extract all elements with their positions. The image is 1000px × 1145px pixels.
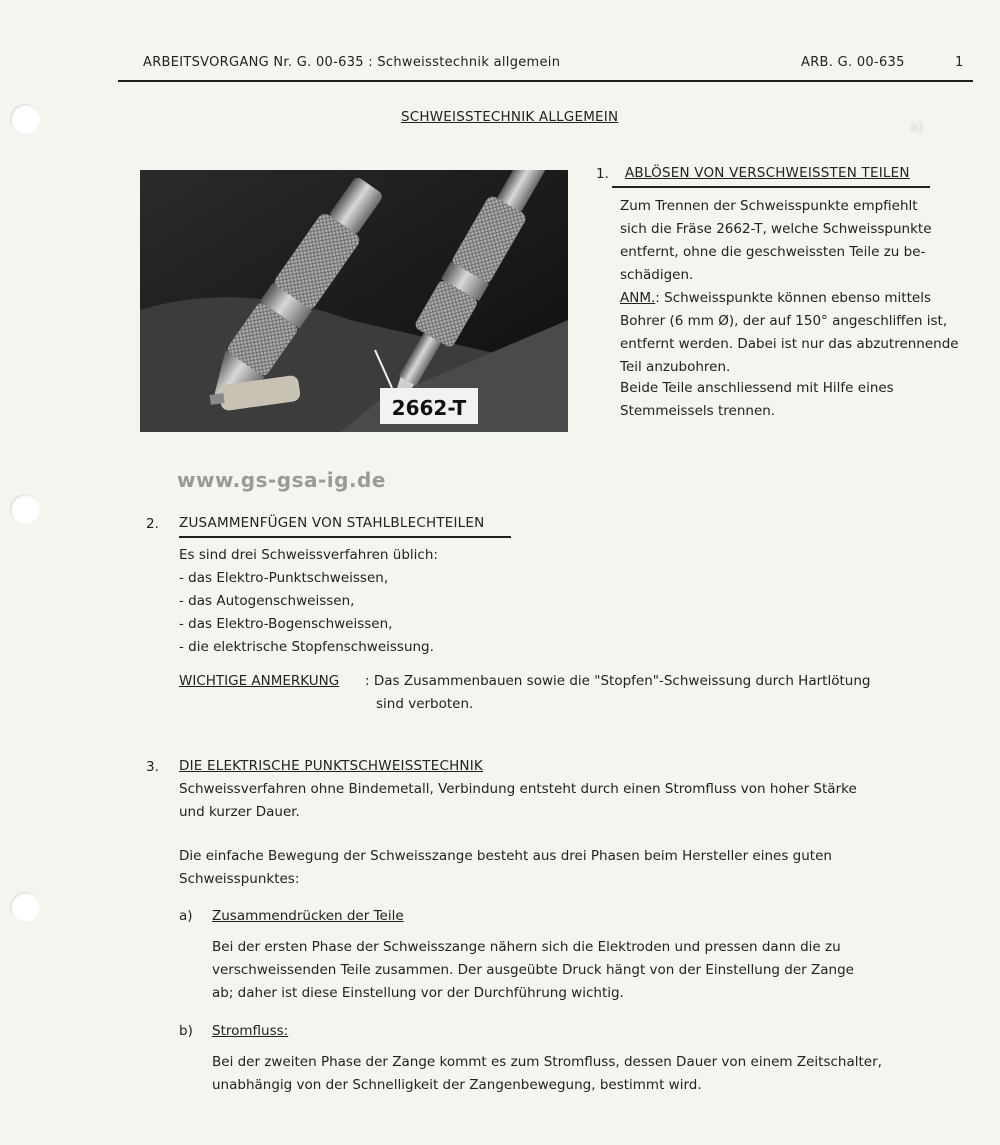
sub-a-label: a) [179, 908, 193, 924]
section1-note-label: ANM. [620, 290, 656, 306]
section2-intro: Es sind drei Schweissverfahren üblich: [179, 547, 438, 563]
page-number: 1 [955, 55, 964, 70]
sub-b-line: unabhängig von der Schnelligkeit der Zangenbewegung, bestimmt wird. [212, 1077, 702, 1093]
section3-para1-line: und kurzer Dauer. [179, 804, 300, 820]
section1-heading-rule [612, 186, 930, 188]
important-note-line: sind verboten. [376, 696, 474, 712]
section3-heading: DIE ELEKTRISCHE PUNKTSCHWEISSTECHNIK [179, 758, 483, 774]
important-note-text [365, 670, 925, 716]
sub-a-heading: Zusammendrücken der Teile [212, 908, 404, 924]
section1-note-line: entfernt werden. Dabei ist nur das abzutrennende [620, 336, 959, 352]
section1-number: 1. [596, 166, 609, 182]
important-note-line: : Das Zusammenbauen sowie die "Stopfen"-Schweissung durch Hartlötung [365, 673, 871, 689]
section1-para1 [620, 195, 980, 287]
section2-list [179, 544, 579, 659]
sub-a-line: ab; daher ist diese Einstellung vor der Durchführung wichtig. [212, 985, 624, 1001]
punch-hole-top [10, 104, 40, 134]
punch-hole-bottom [10, 892, 40, 922]
section1-para1-line: Zum Trennen der Schweisspunkte empfiehlt [620, 198, 918, 214]
section2-heading-rule [179, 536, 511, 538]
header-rule [118, 80, 973, 82]
list-item: - das Autogenschweissen, [179, 593, 355, 609]
website-watermark: www.gs-gsa-ig.de [177, 468, 386, 492]
section1-note [620, 287, 990, 379]
sub-b-body [212, 1051, 972, 1097]
section3-para2-line: Die einfache Bewegung der Schweisszange besteht aus drei Phasen beim Hersteller eines guten [179, 848, 832, 864]
section1-para1-line: entfernt, ohne die geschweissten Teile zu be- [620, 244, 926, 260]
section2-heading: ZUSAMMENFÜGEN VON STAHLBLECHTEILEN [179, 515, 485, 531]
tool-photo [140, 170, 568, 432]
section1-para2 [620, 377, 980, 423]
section1-note-line [620, 287, 990, 310]
section1-note-text: : Schweisspunkte können ebenso mittels [655, 290, 931, 306]
section1-para2-line: Beide Teile anschliessend mit Hilfe eines [620, 380, 894, 396]
list-item: - das Elektro-Punktschweissen, [179, 570, 389, 586]
section3-para1-line: Schweissverfahren ohne Bindemetall, Verbindung entsteht durch einen Stromfluss von hoher Stärke [179, 781, 857, 797]
section1-note-line: Bohrer (6 mm Ø), der auf 150° angeschliffen ist, [620, 313, 948, 329]
sub-b-heading: Stromfluss: [212, 1023, 289, 1039]
section1-para1-line: sich die Fräse 2662-T, welche Schweisspunkte [620, 221, 932, 237]
list-item: - die elektrische Stopfenschweissung. [179, 639, 434, 655]
section3-para2 [179, 845, 959, 891]
tool-label: 2662-T [391, 396, 467, 420]
sub-b-label: b) [179, 1023, 193, 1039]
section1-para2-line: Stemmeissels trennen. [620, 403, 776, 419]
punch-hole-middle [10, 494, 40, 524]
header-left: ARBEITSVORGANG Nr. G. 00-635 : Schweisstechnik allgemein [143, 55, 561, 70]
section2-number: 2. [146, 516, 159, 532]
header-right: ARB. G. 00-635 [801, 55, 905, 70]
sub-a-line: verschweissenden Teile zusammen. Der ausgeübte Druck hängt von der Einstellung der Zange [212, 962, 854, 978]
important-note-label: WICHTIGE ANMERKUNG [179, 673, 340, 689]
bleed-through-text: a) [910, 120, 924, 135]
section3-number: 3. [146, 759, 159, 775]
list-item: - das Elektro-Bogenschweissen, [179, 616, 393, 632]
section1-para1-line: schädigen. [620, 267, 694, 283]
section3-para1 [179, 778, 959, 824]
sub-a-line: Bei der ersten Phase der Schweisszange nähern sich die Elektroden und pressen dann die zu [212, 939, 841, 955]
section1-note-line: Teil anzubohren. [620, 359, 731, 375]
welding-electrode-holder-photo [140, 170, 568, 432]
section1-heading: ABLÖSEN VON VERSCHWEISSTEN TEILEN [625, 165, 910, 181]
section3-para2-line: Schweisspunktes: [179, 871, 300, 887]
sub-a-body [212, 936, 972, 1005]
sub-b-line: Bei der zweiten Phase der Zange kommt es zum Stromfluss, dessen Dauer von einem Zeitschalter, [212, 1054, 882, 1070]
page-title: SCHWEISSTECHNIK ALLGEMEIN [401, 109, 619, 125]
